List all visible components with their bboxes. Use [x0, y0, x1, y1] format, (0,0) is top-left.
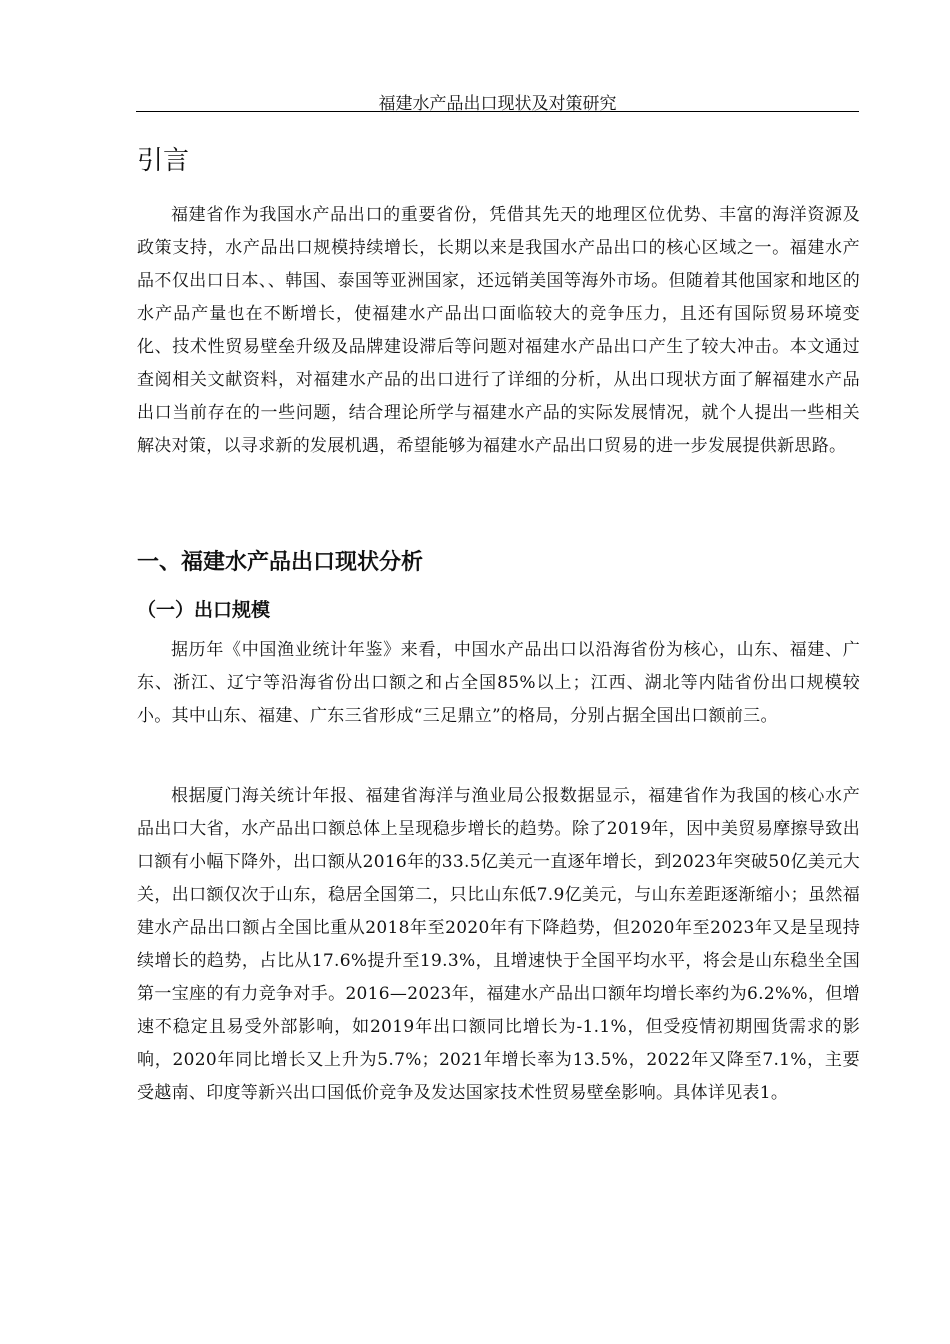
body-paragraph: 根据厦门海关统计年报、福建省海洋与渔业局公报数据显示，福建省作为我国的核心水产品出口大省，水产品出口额总体上呈现稳步增长的趋势。除了2019年，因中美贸易摩擦导致出口额有小幅下降外，出口额从2016年的33.5亿美元一直逐年增长，到2023年突破50亿美元大关，出口额仅次于山东，稳居全国第二，只比山东低7.9亿美元，与山东差距逐渐缩小；虽然福建水产品出口额占全国比重从2018年至2020年有下降趋势，但2020年至2023年又是呈现持续增长的趋势，占比从17.6%提升至19.3%，且增速快于全国平均水平，将会是山东稳坐全国第一宝座的有力竞争对手。2016—2023年，福建水产品出口额年均增长率约为6.2%%，但增速不稳定且易受外部影响，如2019年出口额同比增长为-1.1%，但受疫情初期囤货需求的影响，2020年同比增长又上升为5.7%；2021年增长率为13.5%，2022年又降至7.1%，主要受越南、印度等新兴出口国低价竞争及发达国家技术性贸易壁垒影响。具体详见表1。 — [137, 786, 860, 1103]
subsection-heading: （一）出口规模 — [137, 599, 271, 621]
intro-heading: 引言 — [137, 146, 190, 176]
body-paragraph: 据历年《中国渔业统计年鉴》来看，中国水产品出口以沿海省份为核心，山东、福建、广东、浙江、辽宁等沿海省份出口额之和占全国85%以上；江西、湖北等内陆省份出口规模较小。其中山东、福建、广东三省形成“三足鼎立”的格局，分别占据全国出口额前三。 — [137, 640, 860, 726]
running-header: 福建水产品出口现状及对策研究 — [378, 94, 617, 114]
intro-paragraph: 福建省作为我国水产品出口的重要省份，凭借其先天的地理区位优势、丰富的海洋资源及政策支持，水产品出口规模持续增长，长期以来是我国水产品出口的核心区域之一。福建水产品不仅出口日本、、韩国、泰国等亚洲国家，还远销美国等海外市场。但随着其他国家和地区的水产品产量也在不断增长，使福建水产品出口面临较大的竞争压力，且还有国际贸易环境变化、技术性贸易壁垒升级及品牌建设滞后等问题对福建水产品出口产生了较大冲击。本文通过查阅相关文献资料，对福建水产品的出口进行了详细的分析，从出口现状方面了解福建水产品出口当前存在的一些问题，结合理论所学与福建水产品的实际发展情况，就个人提出一些相关解决对策，以寻求新的发展机遇，希望能够为福建水产品出口贸易的进一步发展提供新思路。 — [137, 205, 860, 456]
section-heading: 一、福建水产品出口现状分析 — [137, 550, 424, 575]
header-rule — [136, 111, 859, 112]
